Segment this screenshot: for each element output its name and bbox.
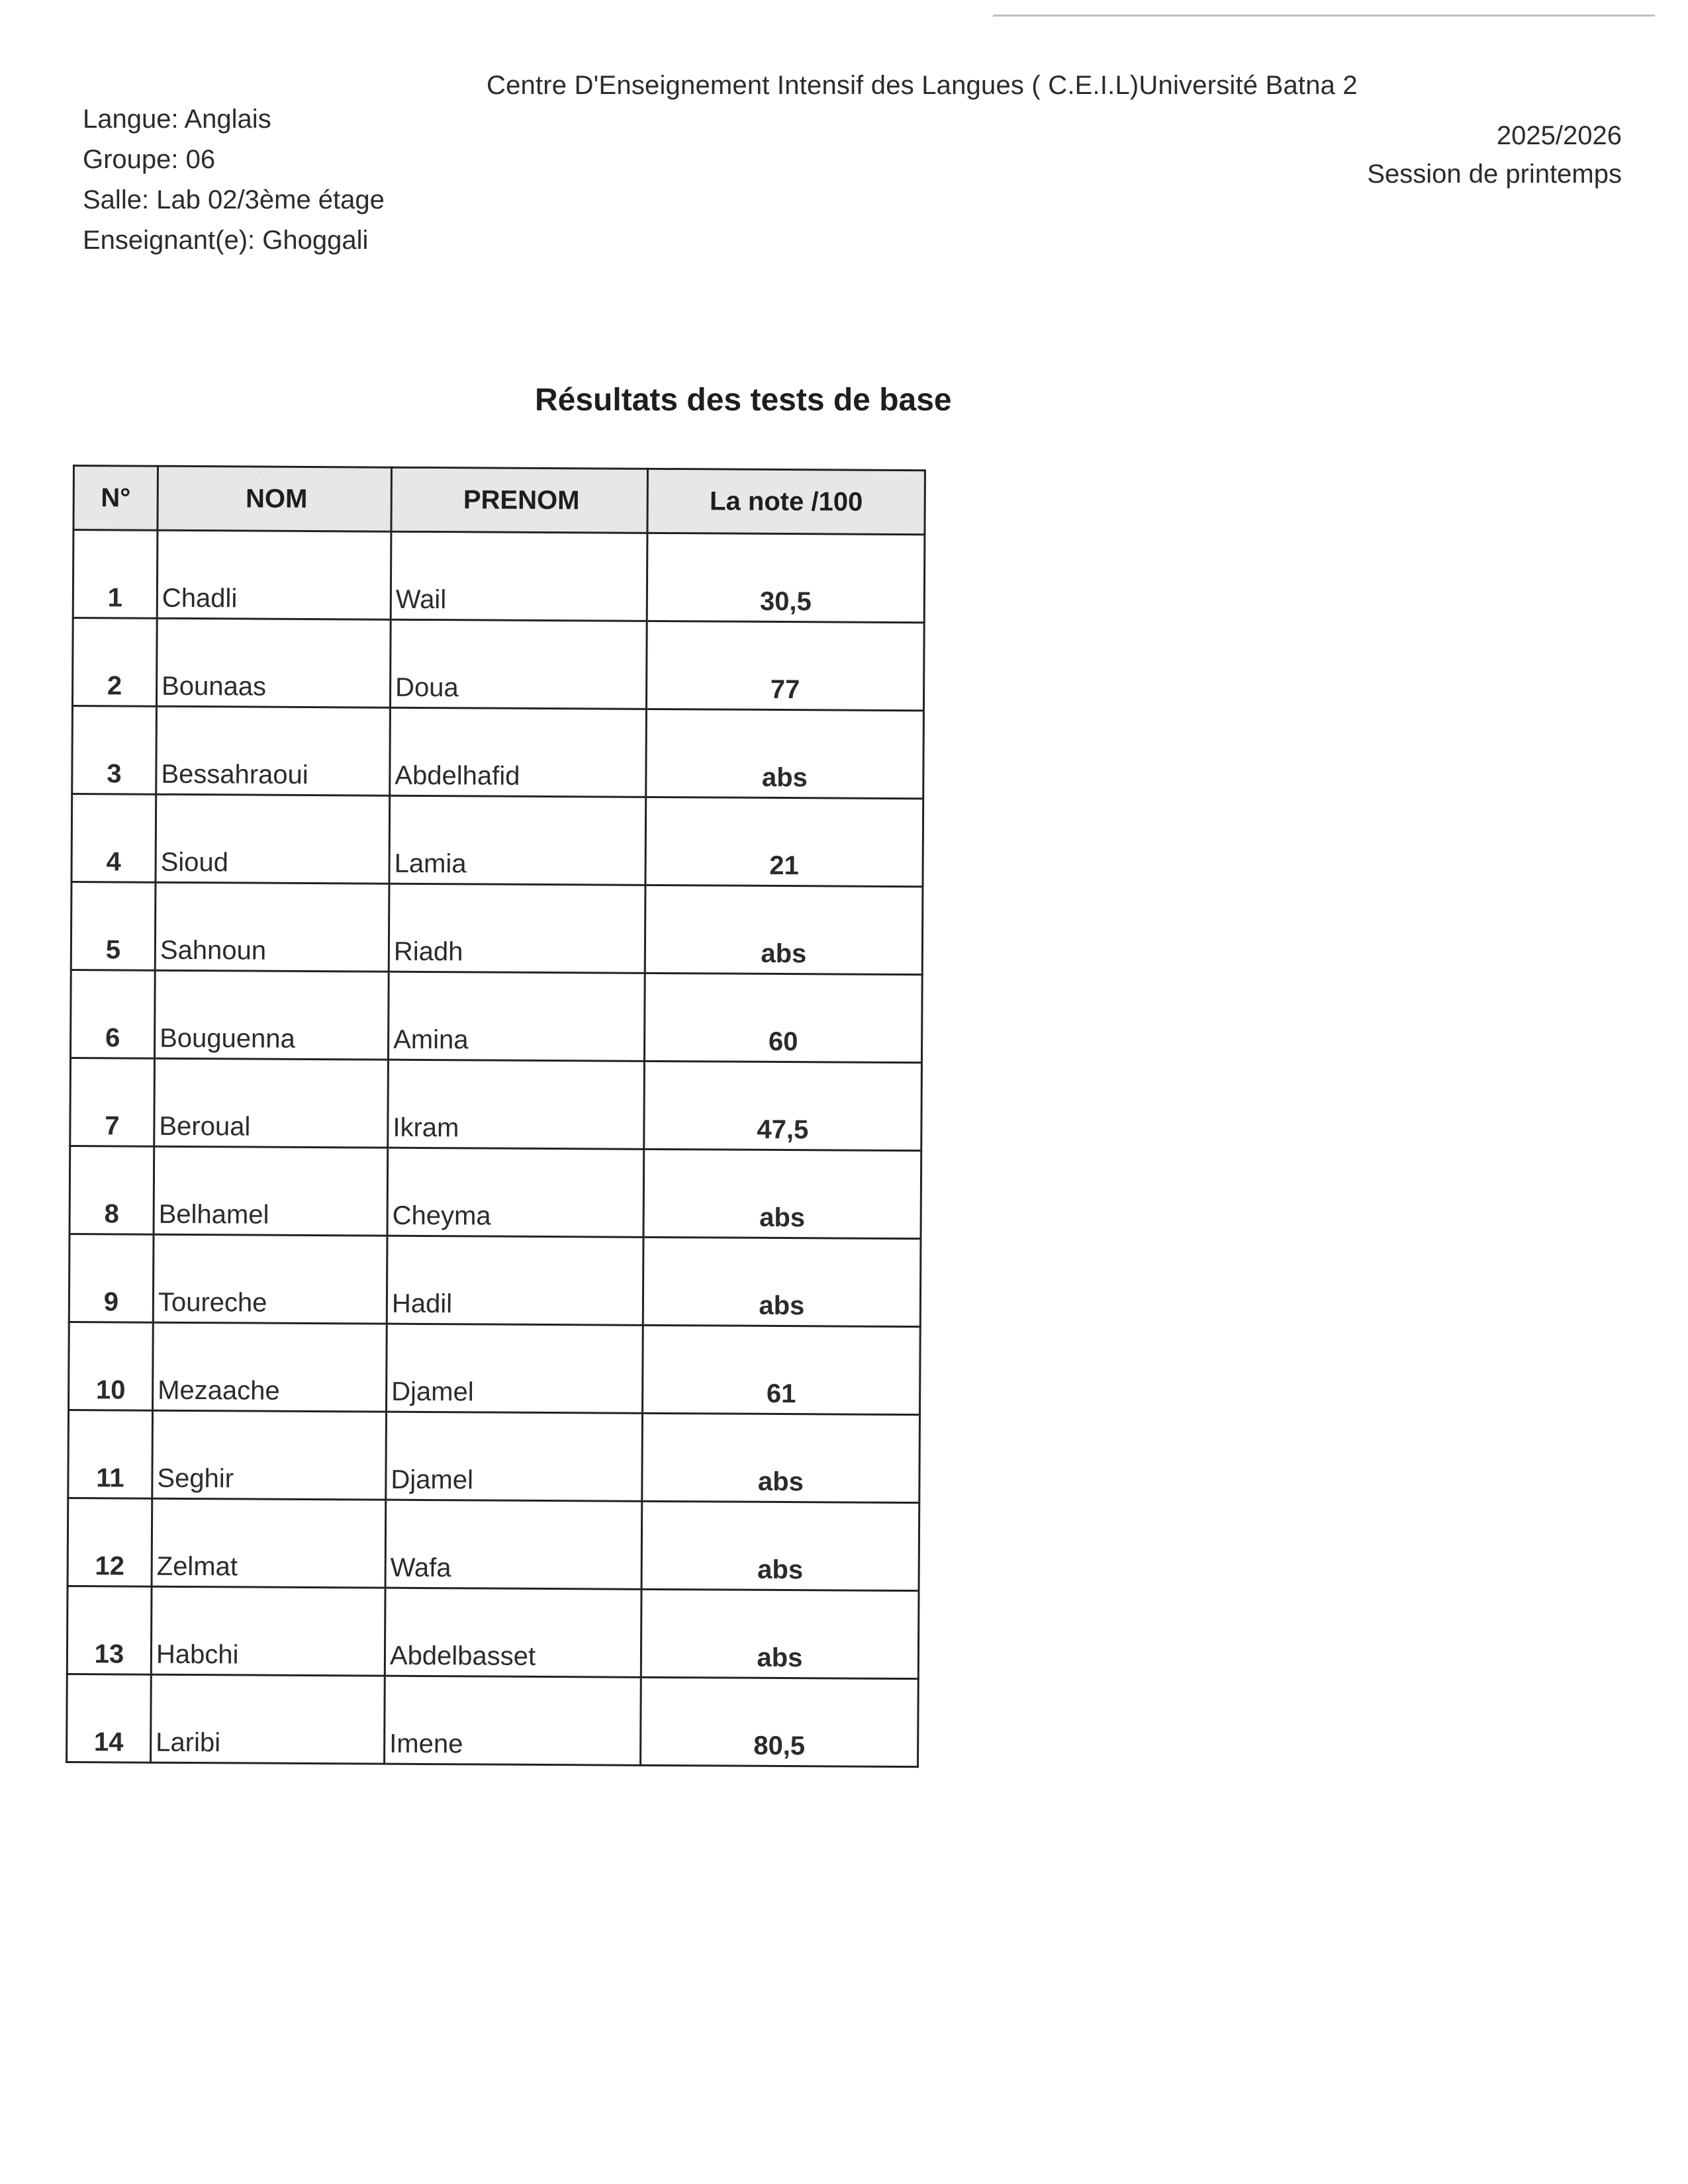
student-note: abs [641, 1501, 919, 1590]
academic-year: 2025/2026 [1496, 121, 1622, 150]
salle-label: Salle: Lab 02/3ème étage [83, 185, 385, 214]
institution-name: Centre D'Enseignement Intensif des Langues ( C.E.I.L)Université Batna 2 [487, 71, 1358, 100]
student-note: abs [643, 1149, 921, 1238]
student-nom: Bounaas [156, 618, 391, 707]
scan-edge-line [993, 15, 1655, 17]
table-row [72, 618, 924, 711]
table-row [69, 1234, 921, 1326]
student-nom: Sahnoun [155, 882, 389, 972]
student-nom: Zelmat [152, 1498, 386, 1588]
student-nom: Bessahraoui [156, 706, 391, 796]
results-table [66, 465, 926, 1768]
course-info [83, 99, 385, 261]
table-row [70, 1058, 922, 1150]
student-note: abs [645, 885, 923, 974]
student-prenom: Lamia [389, 796, 646, 885]
student-note: 77 [646, 621, 924, 710]
row-number: 13 [67, 1586, 152, 1674]
student-note: 61 [643, 1325, 921, 1414]
row-number: 14 [67, 1674, 152, 1762]
student-prenom: Riadh [389, 884, 645, 973]
column-header-prenom: PRENOM [391, 467, 648, 533]
langue-label: Langue: Anglais [83, 105, 271, 134]
table-row [70, 970, 922, 1062]
table-row [69, 1322, 921, 1414]
row-number: 5 [71, 882, 156, 970]
student-note: 30,5 [647, 533, 925, 622]
student-nom: Laribi [151, 1674, 385, 1764]
row-number: 4 [71, 794, 156, 883]
student-nom: Beroual [154, 1058, 389, 1148]
student-prenom: Abdelbasset [385, 1588, 641, 1677]
student-note: abs [642, 1413, 920, 1502]
table-row [71, 794, 923, 887]
student-prenom: Djamel [386, 1412, 643, 1501]
document-title: Résultats des tests de base [535, 383, 952, 418]
session-name: Session de printemps [1367, 159, 1622, 189]
column-header-note: La note /100 [647, 469, 925, 534]
student-note: 80,5 [641, 1677, 919, 1766]
student-prenom: Ikram [388, 1060, 645, 1149]
student-nom: Seghir [152, 1410, 387, 1500]
student-note: abs [641, 1589, 919, 1678]
table-row [71, 882, 923, 974]
student-note: abs [646, 709, 924, 798]
row-number: 3 [72, 706, 157, 795]
row-number: 2 [72, 618, 157, 707]
student-nom: Belhamel [154, 1146, 388, 1236]
student-prenom: Djamel [387, 1324, 643, 1413]
student-prenom: Amina [388, 972, 645, 1061]
student-prenom: Cheyma [387, 1148, 644, 1237]
groupe-label: Groupe: 06 [83, 145, 216, 174]
row-number: 1 [73, 530, 158, 619]
student-note: 47,5 [644, 1061, 922, 1150]
row-number: 7 [70, 1058, 155, 1146]
column-header-nom: NOM [158, 466, 392, 531]
row-number: 6 [70, 970, 155, 1058]
student-prenom: Wafa [385, 1500, 642, 1589]
row-number: 8 [70, 1146, 154, 1234]
student-nom: Habchi [151, 1586, 385, 1676]
student-note: 21 [645, 797, 923, 886]
table-row [67, 1586, 919, 1678]
table-row [72, 706, 924, 799]
table-row [68, 1410, 920, 1502]
table-row [67, 1674, 919, 1766]
student-prenom: Wail [391, 531, 647, 621]
student-nom: Bouguenna [154, 970, 389, 1060]
student-prenom: Abdelhafid [390, 707, 647, 797]
enseignant-label: Enseignant(e): Ghoggali [83, 226, 369, 255]
table-row [68, 1498, 919, 1590]
table-header-row [73, 466, 925, 535]
student-prenom: Doua [390, 619, 647, 709]
student-nom: Toureche [153, 1234, 387, 1324]
student-nom: Chadli [157, 530, 391, 619]
student-prenom: Imene [385, 1676, 641, 1765]
student-note: abs [643, 1237, 921, 1326]
table-row [73, 530, 925, 623]
student-nom: Sioud [156, 794, 390, 884]
student-note: 60 [644, 973, 922, 1062]
row-number: 11 [68, 1410, 153, 1498]
student-nom: Mezaache [153, 1322, 387, 1412]
student-prenom: Hadil [387, 1236, 643, 1325]
session-info [1367, 116, 1622, 193]
row-number: 10 [69, 1322, 154, 1410]
row-number: 12 [68, 1498, 152, 1586]
row-number: 9 [69, 1234, 154, 1322]
column-header-number: N° [73, 466, 158, 531]
table-row [70, 1146, 921, 1238]
